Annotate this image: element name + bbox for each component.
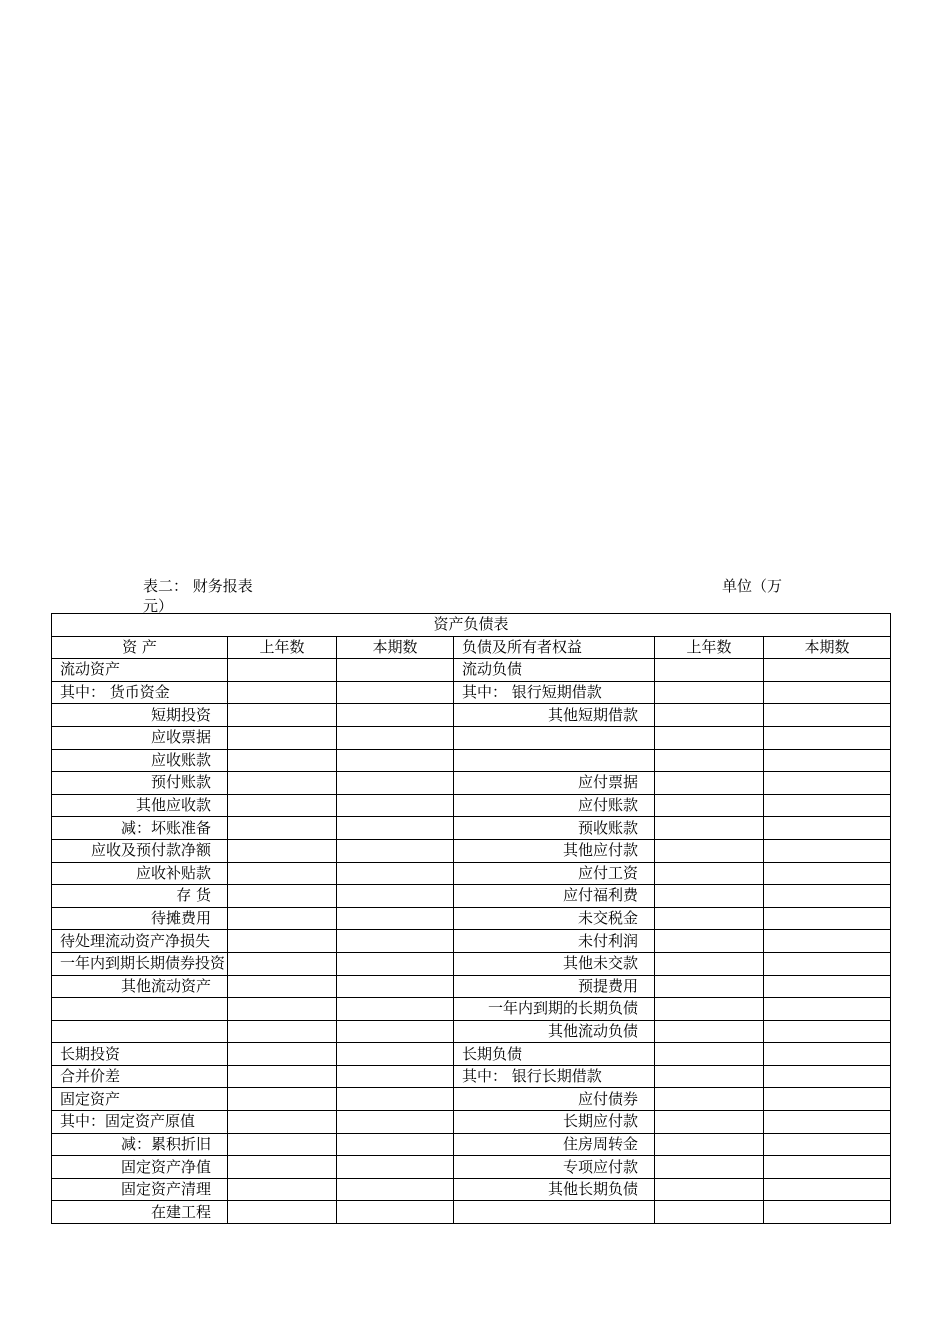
table-row bbox=[52, 862, 891, 885]
liability-item-label bbox=[454, 749, 655, 772]
asset-current-value bbox=[337, 1201, 454, 1224]
liability-current-value bbox=[764, 1201, 891, 1224]
unit-caption: 单位（万 bbox=[722, 577, 783, 595]
table-caption bbox=[143, 576, 253, 616]
asset-item-label: 减：累积折旧 bbox=[52, 1133, 228, 1156]
asset-prev-year-value bbox=[228, 1133, 337, 1156]
asset-item-label: 待摊费用 bbox=[52, 907, 228, 930]
liability-current-value bbox=[764, 998, 891, 1021]
liability-current-value bbox=[764, 1178, 891, 1201]
table-row bbox=[52, 681, 891, 704]
liability-current-value bbox=[764, 659, 891, 682]
liability-item-label: 未付利润 bbox=[454, 930, 655, 953]
liability-prev-year-value bbox=[655, 1020, 764, 1043]
table-row bbox=[52, 1178, 891, 1201]
asset-item-label: 长期投资 bbox=[52, 1043, 228, 1066]
asset-item-label: 减：坏账准备 bbox=[52, 817, 228, 840]
asset-item-label: 固定资产清理 bbox=[52, 1178, 228, 1201]
liability-item-label: 长期应付款 bbox=[454, 1111, 655, 1134]
liability-current-value bbox=[764, 681, 891, 704]
liability-prev-year-value bbox=[655, 726, 764, 749]
asset-prev-year-value bbox=[228, 817, 337, 840]
liability-current-value bbox=[764, 772, 891, 795]
liability-current-value bbox=[764, 1156, 891, 1179]
table-row bbox=[52, 794, 891, 817]
liability-item-label: 应付工资 bbox=[454, 862, 655, 885]
asset-current-value bbox=[337, 1133, 454, 1156]
table-row bbox=[52, 1111, 891, 1134]
asset-current-value bbox=[337, 704, 454, 727]
liability-prev-year-value bbox=[655, 749, 764, 772]
liability-prev-year-value bbox=[655, 930, 764, 953]
asset-current-value bbox=[337, 1088, 454, 1111]
liability-item-label: 其他长期负债 bbox=[454, 1178, 655, 1201]
table-row bbox=[52, 885, 891, 908]
table-row bbox=[52, 772, 891, 795]
asset-item-label: 应收票据 bbox=[52, 726, 228, 749]
asset-prev-year-value bbox=[228, 726, 337, 749]
asset-prev-year-value bbox=[228, 1088, 337, 1111]
liability-current-value bbox=[764, 704, 891, 727]
liability-item-label: 其他流动负债 bbox=[454, 1020, 655, 1043]
asset-prev-year-value bbox=[228, 749, 337, 772]
liability-current-value bbox=[764, 1111, 891, 1134]
asset-item-label: 一年内到期长期债券投资 bbox=[52, 952, 228, 975]
liability-item-label: 其他应付款 bbox=[454, 839, 655, 862]
liability-item-label: 其中： 银行长期借款 bbox=[454, 1065, 655, 1088]
liability-current-value bbox=[764, 749, 891, 772]
asset-current-value bbox=[337, 952, 454, 975]
table-row bbox=[52, 952, 891, 975]
asset-item-label: 其他应收款 bbox=[52, 794, 228, 817]
caption-line-2: 元） bbox=[143, 597, 174, 615]
table-row bbox=[52, 817, 891, 840]
asset-current-value bbox=[337, 794, 454, 817]
liability-current-value bbox=[764, 839, 891, 862]
asset-prev-year-value bbox=[228, 862, 337, 885]
asset-item-label: 其中：固定资产原值 bbox=[52, 1111, 228, 1134]
asset-prev-year-value bbox=[228, 1156, 337, 1179]
table-row bbox=[52, 704, 891, 727]
liability-current-value bbox=[764, 1020, 891, 1043]
asset-prev-year-value bbox=[228, 1065, 337, 1088]
asset-item-label: 固定资产 bbox=[52, 1088, 228, 1111]
asset-prev-year-value bbox=[228, 885, 337, 908]
liability-prev-year-value bbox=[655, 1178, 764, 1201]
asset-prev-year-value bbox=[228, 952, 337, 975]
header-current-assets: 本期数 bbox=[337, 636, 454, 659]
liability-current-value bbox=[764, 952, 891, 975]
asset-prev-year-value bbox=[228, 1201, 337, 1224]
liability-item-label: 预提费用 bbox=[454, 975, 655, 998]
asset-current-value bbox=[337, 930, 454, 953]
asset-item-label: 在建工程 bbox=[52, 1201, 228, 1224]
header-liabilities-equity: 负债及所有者权益 bbox=[454, 636, 655, 659]
asset-item-label: 流动资产 bbox=[52, 659, 228, 682]
asset-prev-year-value bbox=[228, 1111, 337, 1134]
liability-item-label bbox=[454, 1201, 655, 1224]
liability-current-value bbox=[764, 1065, 891, 1088]
liability-current-value bbox=[764, 862, 891, 885]
asset-item-label: 应收账款 bbox=[52, 749, 228, 772]
liability-current-value bbox=[764, 907, 891, 930]
asset-current-value bbox=[337, 885, 454, 908]
asset-item-label bbox=[52, 998, 228, 1021]
liability-prev-year-value bbox=[655, 952, 764, 975]
header-prev-year-assets: 上年数 bbox=[228, 636, 337, 659]
asset-item-label: 待处理流动资产净损失 bbox=[52, 930, 228, 953]
caption-line-1: 表二： 财务报表 bbox=[143, 577, 253, 595]
asset-current-value bbox=[337, 907, 454, 930]
table-row bbox=[52, 1133, 891, 1156]
asset-item-label: 其中： 货币资金 bbox=[52, 681, 228, 704]
liability-prev-year-value bbox=[655, 1201, 764, 1224]
liability-prev-year-value bbox=[655, 1065, 764, 1088]
asset-item-label: 其他流动资产 bbox=[52, 975, 228, 998]
liability-item-label: 应付债券 bbox=[454, 1088, 655, 1111]
liability-current-value bbox=[764, 885, 891, 908]
asset-current-value bbox=[337, 659, 454, 682]
header-row bbox=[52, 636, 891, 659]
liability-current-value bbox=[764, 1043, 891, 1066]
liability-prev-year-value bbox=[655, 1043, 764, 1066]
asset-current-value bbox=[337, 862, 454, 885]
liability-prev-year-value bbox=[655, 1111, 764, 1134]
asset-prev-year-value bbox=[228, 1020, 337, 1043]
liability-item-label: 其他短期借款 bbox=[454, 704, 655, 727]
liability-prev-year-value bbox=[655, 659, 764, 682]
liability-item-label: 未交税金 bbox=[454, 907, 655, 930]
header-prev-year-liabilities: 上年数 bbox=[655, 636, 764, 659]
table-row bbox=[52, 1088, 891, 1111]
table-row bbox=[52, 930, 891, 953]
asset-prev-year-value bbox=[228, 998, 337, 1021]
asset-prev-year-value bbox=[228, 839, 337, 862]
asset-current-value bbox=[337, 681, 454, 704]
table-row bbox=[52, 839, 891, 862]
table-row bbox=[52, 659, 891, 682]
table-row bbox=[52, 1201, 891, 1224]
asset-prev-year-value bbox=[228, 794, 337, 817]
table-row bbox=[52, 907, 891, 930]
liability-prev-year-value bbox=[655, 907, 764, 930]
table-row bbox=[52, 1020, 891, 1043]
asset-current-value bbox=[337, 749, 454, 772]
table-row bbox=[52, 1043, 891, 1066]
liability-item-label: 应付票据 bbox=[454, 772, 655, 795]
liability-prev-year-value bbox=[655, 885, 764, 908]
liability-prev-year-value bbox=[655, 975, 764, 998]
liability-item-label: 预收账款 bbox=[454, 817, 655, 840]
liability-prev-year-value bbox=[655, 772, 764, 795]
asset-item-label: 短期投资 bbox=[52, 704, 228, 727]
asset-item-label: 应收补贴款 bbox=[52, 862, 228, 885]
liability-item-label: 其中： 银行短期借款 bbox=[454, 681, 655, 704]
asset-prev-year-value bbox=[228, 659, 337, 682]
asset-prev-year-value bbox=[228, 704, 337, 727]
liability-prev-year-value bbox=[655, 862, 764, 885]
asset-current-value bbox=[337, 1043, 454, 1066]
liability-current-value bbox=[764, 817, 891, 840]
asset-current-value bbox=[337, 817, 454, 840]
liability-item-label: 应付福利费 bbox=[454, 885, 655, 908]
asset-current-value bbox=[337, 726, 454, 749]
asset-current-value bbox=[337, 1111, 454, 1134]
liability-item-label: 住房周转金 bbox=[454, 1133, 655, 1156]
header-current-liabilities: 本期数 bbox=[764, 636, 891, 659]
asset-current-value bbox=[337, 1178, 454, 1201]
liability-prev-year-value bbox=[655, 794, 764, 817]
liability-current-value bbox=[764, 975, 891, 998]
asset-item-label: 预付账款 bbox=[52, 772, 228, 795]
asset-prev-year-value bbox=[228, 1043, 337, 1066]
liability-current-value bbox=[764, 930, 891, 953]
asset-current-value bbox=[337, 1065, 454, 1088]
liability-item-label bbox=[454, 726, 655, 749]
asset-item-label: 存 货 bbox=[52, 885, 228, 908]
asset-prev-year-value bbox=[228, 772, 337, 795]
asset-prev-year-value bbox=[228, 907, 337, 930]
liability-item-label: 一年内到期的长期负债 bbox=[454, 998, 655, 1021]
asset-item-label: 固定资产净值 bbox=[52, 1156, 228, 1179]
table-row bbox=[52, 749, 891, 772]
table-row bbox=[52, 998, 891, 1021]
liability-prev-year-value bbox=[655, 1156, 764, 1179]
liability-item-label: 其他未交款 bbox=[454, 952, 655, 975]
liability-prev-year-value bbox=[655, 681, 764, 704]
asset-item-label: 应收及预付款净额 bbox=[52, 839, 228, 862]
asset-prev-year-value bbox=[228, 930, 337, 953]
liability-prev-year-value bbox=[655, 1133, 764, 1156]
liability-current-value bbox=[764, 1088, 891, 1111]
liability-prev-year-value bbox=[655, 817, 764, 840]
asset-item-label bbox=[52, 1020, 228, 1043]
liability-prev-year-value bbox=[655, 998, 764, 1021]
asset-item-label: 合并价差 bbox=[52, 1065, 228, 1088]
liability-current-value bbox=[764, 726, 891, 749]
asset-current-value bbox=[337, 839, 454, 862]
asset-prev-year-value bbox=[228, 975, 337, 998]
asset-current-value bbox=[337, 998, 454, 1021]
table-row bbox=[52, 1065, 891, 1088]
header-assets: 资 产 bbox=[52, 636, 228, 659]
asset-current-value bbox=[337, 1156, 454, 1179]
liability-current-value bbox=[764, 1133, 891, 1156]
liability-current-value bbox=[764, 794, 891, 817]
asset-current-value bbox=[337, 975, 454, 998]
liability-item-label: 流动负债 bbox=[454, 659, 655, 682]
table-row bbox=[52, 1156, 891, 1179]
liability-item-label: 应付账款 bbox=[454, 794, 655, 817]
liability-prev-year-value bbox=[655, 839, 764, 862]
liability-prev-year-value bbox=[655, 704, 764, 727]
table-row bbox=[52, 975, 891, 998]
asset-current-value bbox=[337, 1020, 454, 1043]
asset-current-value bbox=[337, 772, 454, 795]
table-title: 资产负债表 bbox=[52, 614, 891, 637]
asset-prev-year-value bbox=[228, 681, 337, 704]
asset-prev-year-value bbox=[228, 1178, 337, 1201]
balance-sheet-table bbox=[51, 613, 891, 1224]
liability-prev-year-value bbox=[655, 1088, 764, 1111]
liability-item-label: 专项应付款 bbox=[454, 1156, 655, 1179]
liability-item-label: 长期负债 bbox=[454, 1043, 655, 1066]
table-row bbox=[52, 726, 891, 749]
